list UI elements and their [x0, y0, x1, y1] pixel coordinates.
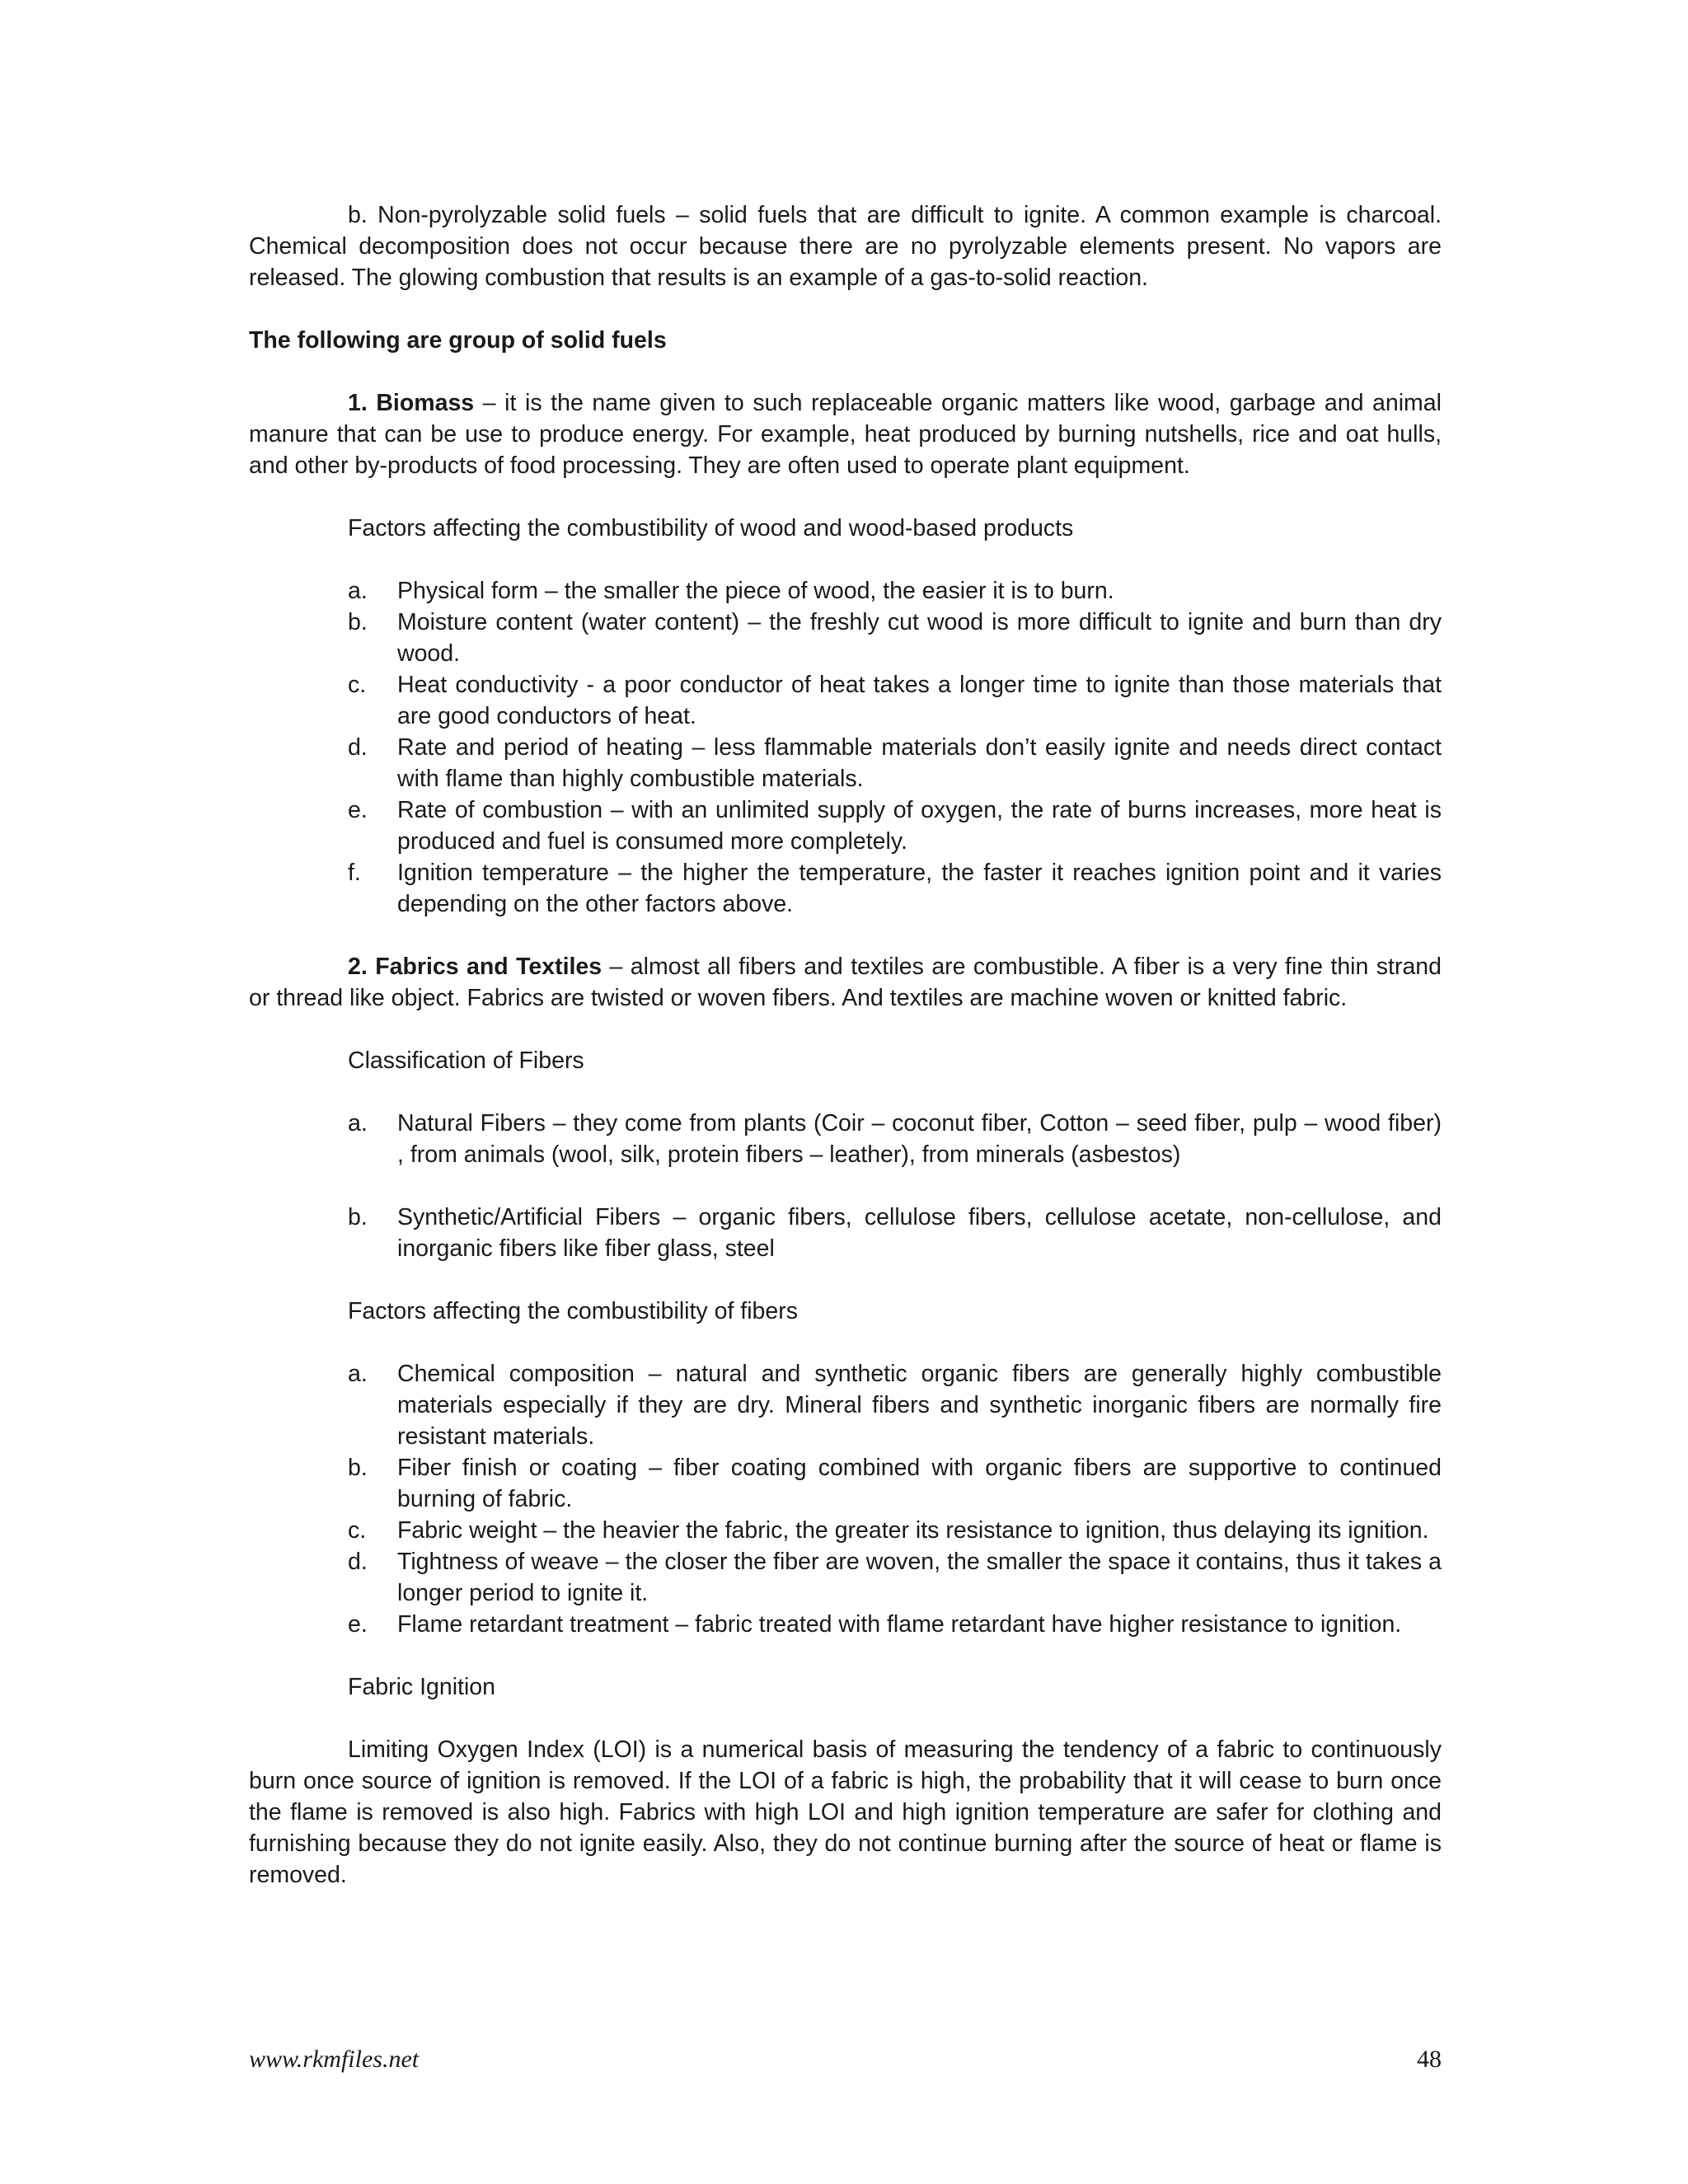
list-marker: e. — [348, 1611, 368, 1638]
list-marker: d. — [348, 734, 368, 761]
footer-url: www.rkmfiles.net — [249, 2046, 420, 2073]
list-item-text: Rate and period of heating – less flammable materials don’t easily ignite and needs direct contact with flame than highly combustible materials. — [397, 734, 1442, 792]
biomass-text: – it is the name given to such replaceable organic matters like wood, garbage and animal manure that can be use to produce energy. For example, heat produced by burning nutshells, rice and oat hulls, and other by-products of food processing. They are often used to operate plant equipment. — [249, 390, 1442, 479]
wood-factors-heading: Factors affecting the combustibility of wood and wood-based products — [348, 515, 1074, 541]
list-marker: c. — [348, 672, 367, 698]
list-item-text: Fabric weight – the heavier the fabric, the greater its resistance to ignition, thus delaying its ignition. — [397, 1517, 1429, 1544]
fabric-ignition-paragraph: Limiting Oxygen Index (LOI) is a numerical basis of measuring the tendency of a fabric to continuously burn once source of ignition is removed. If the LOI of a fabric is high, the probability that it will cease to burn once the flame is removed is also high. Fabrics with high LOI and high ignition temperature are safer for clothing and furnishing because they do not ignite easily. Also, they do not continue burning after the source of heat or flame is removed. — [249, 1736, 1442, 1888]
list-marker: e. — [348, 797, 368, 823]
non-pyrolyzable-paragraph: b. Non-pyrolyzable solid fuels – solid fuels that are difficult to ignite. A common example is charcoal. Chemical decomposition does not occur because there are no pyrolyzable elements present. No vapors are released. The glowing combustion that results is an example of a gas-to-solid reaction. — [249, 202, 1442, 291]
page-number: 48 — [1417, 2046, 1442, 2073]
fabric-ignition-heading: Fabric Ignition — [348, 1674, 496, 1700]
list-item — [348, 1202, 1442, 1264]
list-item — [348, 1546, 1442, 1609]
list-item-text: Flame retardant treatment – fabric treated with flame retardant have higher resistance to ignition. — [397, 1611, 1402, 1638]
fabrics-title: 2. Fabrics and Textiles — [348, 954, 603, 980]
list-item — [348, 575, 1442, 607]
list-item-text: Natural Fibers – they come from plants (Coir – coconut fiber, Cotton – seed fiber, pulp – wood fiber) , from animals (wool, silk, protein fibers – leather), from minerals (asbestos) — [397, 1110, 1442, 1168]
list-marker: c. — [348, 1517, 367, 1544]
fiber-factors-heading: Factors affecting the combustibility of fibers — [348, 1298, 798, 1324]
list-item-text: Fiber finish or coating – fiber coating combined with organic fibers are supportive to continued burning of fabric. — [397, 1455, 1442, 1512]
list-item — [348, 1108, 1442, 1170]
list-marker: b. — [348, 1455, 368, 1481]
list-item — [348, 732, 1442, 794]
list-item-text: Moisture content (water content) – the freshly cut wood is more difficult to ignite and burn than dry wood. — [397, 609, 1442, 667]
list-item — [348, 607, 1442, 669]
list-marker: f. — [348, 860, 361, 886]
page-footer — [249, 2044, 1442, 2077]
list-marker: d. — [348, 1549, 368, 1575]
fiber-classification-heading: Classification of Fibers — [348, 1047, 584, 1074]
list-item — [348, 857, 1442, 920]
fabrics-paragraph — [249, 951, 1442, 1014]
list-marker: b. — [348, 609, 368, 635]
fiber-factors-list — [249, 1358, 1442, 1640]
list-item-text: Physical form – the smaller the piece of wood, the easier it is to burn. — [397, 578, 1114, 604]
list-item — [348, 794, 1442, 857]
list-item — [348, 1452, 1442, 1515]
list-item — [348, 1358, 1442, 1452]
solid-fuels-group-heading: The following are group of solid fuels — [249, 327, 667, 354]
biomass-paragraph — [249, 387, 1442, 481]
list-item — [348, 1609, 1442, 1640]
list-item — [348, 669, 1442, 732]
list-item-text: Synthetic/Artificial Fibers – organic fibers, cellulose fibers, cellulose acetate, non-cellulose, and inorganic fibers like fiber glass, steel — [397, 1204, 1442, 1262]
wood-factors-list — [249, 575, 1442, 920]
fiber-classification-list — [249, 1108, 1442, 1264]
list-marker: b. — [348, 1204, 368, 1230]
list-item-text: Heat conductivity - a poor conductor of heat takes a longer time to ignite than those materials that are good conductors of heat. — [397, 672, 1442, 729]
page-content — [249, 199, 1442, 1891]
list-item-text: Rate of combustion – with an unlimited supply of oxygen, the rate of burns increases, more heat is produced and fuel is consumed more completely. — [397, 797, 1442, 855]
list-marker: a. — [348, 1361, 368, 1387]
list-item-text: Chemical composition – natural and synthetic organic fibers are generally highly combustible materials especially if they are dry. Mineral fibers and synthetic inorganic fibers are normally fire resistant materials. — [397, 1361, 1442, 1450]
list-marker: a. — [348, 578, 368, 604]
list-marker: a. — [348, 1110, 368, 1137]
list-item — [348, 1515, 1442, 1546]
list-item-text: Ignition temperature – the higher the temperature, the faster it reaches ignition point and it varies depending on the other factors above. — [397, 860, 1442, 917]
list-item-text: Tightness of weave – the closer the fiber are woven, the smaller the space it contains, thus it takes a longer period to ignite it. — [397, 1549, 1442, 1606]
fabrics-text: – almost all fibers and textiles are combustible. A fiber is a very fine thin strand or thread like object. Fabrics are twisted or woven fibers. And textiles are machine woven or knitted fabric. — [249, 954, 1442, 1011]
biomass-title: 1. Biomass — [348, 390, 475, 416]
